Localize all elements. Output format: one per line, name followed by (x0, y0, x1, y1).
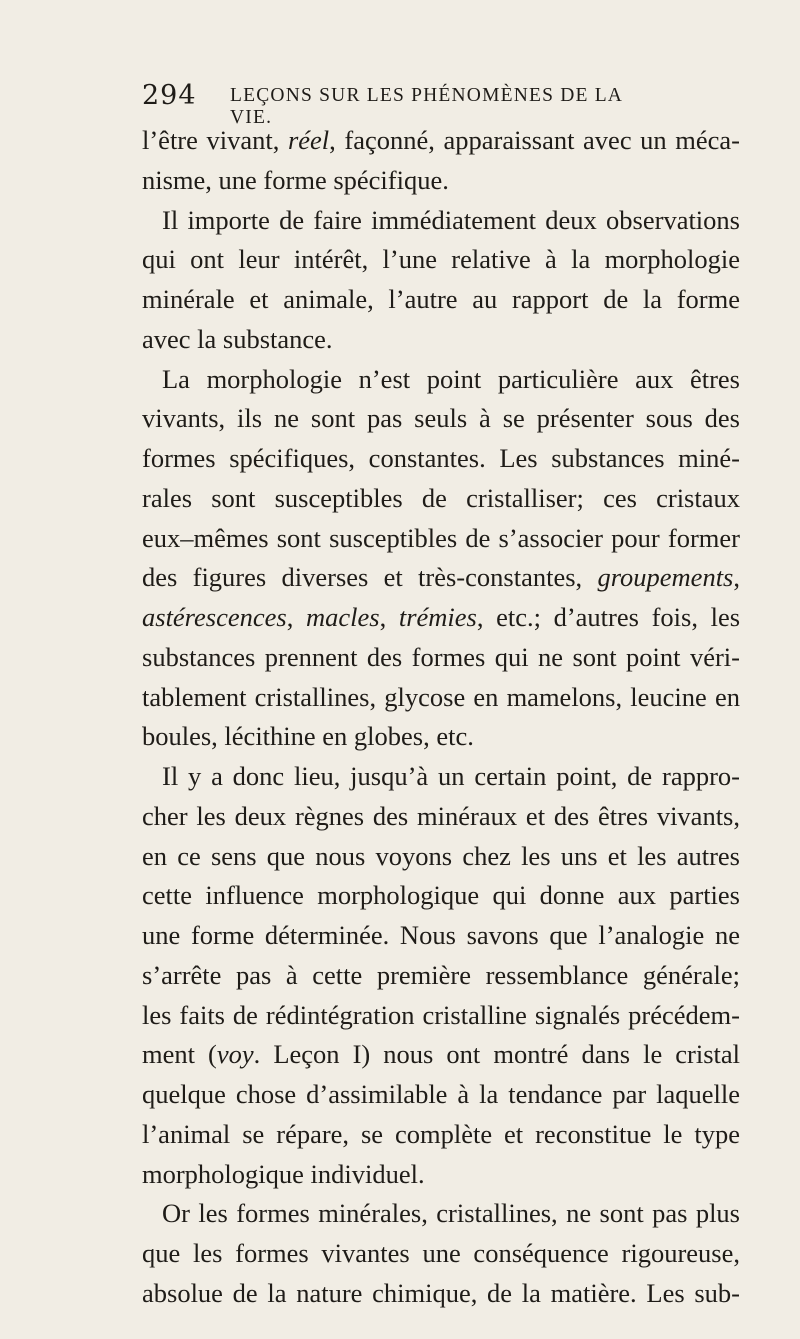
text-segment: nisme, une forme spécifique. (142, 164, 449, 195)
text-line (142, 1115, 740, 1155)
text-segment: minérale et animale, l’autre au rapport de la forme (142, 284, 740, 314)
text-segment: Il importe de faire immédiatement deux observations (162, 204, 740, 235)
text-segment: ment ( (142, 1039, 217, 1070)
text-segment: tablement cristallines, glycose en mamelons, leucine en (142, 681, 740, 712)
text-segment: morphologique individuel. (142, 1158, 425, 1189)
text-segment: quelque chose d’assimilable à la tendance par laquelle (142, 1079, 740, 1109)
text-line (142, 1234, 740, 1274)
text-segment: , façonné, apparaissant avec un méca- (329, 125, 740, 155)
text-line (142, 479, 740, 519)
text-segment: eux–mêmes sont susceptibles de s’associer pour former (142, 522, 740, 553)
text-line (142, 1274, 740, 1314)
text-segment: , (286, 602, 306, 632)
text-segment: rales sont susceptibles de cristalliser; ces cristaux (142, 482, 740, 513)
text-segment: La morphologie n’est point particulière aux êtres (162, 363, 740, 394)
text-segment: absolue de la nature chimique, de la matière. Les sub- (142, 1277, 740, 1308)
text-segment: Il y a donc lieu, jusqu’à un certain point, de rappro- (162, 761, 740, 791)
text-segment: que les formes vivantes une conséquence rigoureuse, (142, 1238, 740, 1268)
text-segment: des figures diverses et très-constantes, (142, 562, 598, 593)
text-segment: s’arrête pas à cette première ressemblance générale; (142, 959, 740, 990)
text-line (142, 956, 740, 996)
text-segment: . Leçon I) nous ont montré dans le cristal (253, 1039, 740, 1070)
text-line (142, 638, 740, 678)
italic-term: groupements (597, 562, 734, 593)
text-line (142, 201, 740, 241)
running-head: LEÇONS SUR LES PHÉNOMÈNES DE LA VIE. (230, 85, 623, 128)
text-segment: boules, lécithine en globes, etc. (142, 721, 474, 752)
text-segment: , etc.; d’autres fois, les (476, 602, 740, 632)
text-line (142, 439, 740, 479)
text-segment: Or les formes minérales, cristallines, ne sont pas plus (162, 1198, 740, 1229)
text-line (142, 996, 740, 1036)
body-text (142, 121, 740, 1314)
text-line (142, 1194, 740, 1234)
page-header (142, 80, 662, 128)
text-segment: , (733, 562, 740, 593)
text-segment: , (379, 602, 399, 632)
text-line (142, 1035, 740, 1075)
text-line (142, 280, 740, 320)
italic-term: réel (287, 125, 330, 155)
text-segment: l’animal se répare, se complète et reconstitue le type (142, 1118, 740, 1149)
text-line (142, 161, 740, 201)
text-line (142, 916, 740, 956)
text-line (142, 598, 740, 638)
text-segment: vivants, ils ne sont pas seuls à se présenter sous des (142, 403, 740, 434)
text-line (142, 797, 740, 837)
text-line (142, 837, 740, 877)
text-line (142, 519, 740, 559)
text-segment: cette influence morphologique qui donne aux parties (142, 880, 740, 911)
text-segment: formes spécifiques, constantes. Les substances miné- (142, 443, 740, 473)
text-segment: en ce sens que nous voyons chez les uns et les autres (142, 840, 740, 871)
text-line (142, 360, 740, 400)
text-line (142, 1155, 740, 1195)
text-line (142, 240, 740, 280)
text-segment: qui ont leur intérêt, l’une relative à la morphologie (142, 244, 740, 275)
text-segment: avec la substance. (142, 323, 333, 354)
italic-term: astérescences (142, 602, 287, 632)
text-line (142, 121, 740, 161)
text-line (142, 876, 740, 916)
text-line (142, 320, 740, 360)
text-segment: une forme déterminée. Nous savons que l’analogie ne (142, 920, 740, 950)
text-segment: l’être vivant, (142, 125, 288, 155)
text-segment: les faits de rédintégration cristalline signalés précédem- (142, 999, 740, 1030)
italic-term: macles (305, 602, 380, 632)
text-segment: cher les deux règnes des minéraux et des êtres vivants, (142, 800, 740, 831)
text-line (142, 717, 740, 757)
text-line (142, 558, 740, 598)
text-line (142, 399, 740, 439)
italic-term: voy (216, 1039, 254, 1070)
page-number: 294 (142, 80, 197, 111)
text-segment: substances prennent des formes qui ne sont point véri- (142, 641, 740, 672)
text-line (142, 757, 740, 797)
text-line (142, 678, 740, 718)
text-line (142, 1075, 740, 1115)
italic-term: trémies (398, 602, 477, 632)
